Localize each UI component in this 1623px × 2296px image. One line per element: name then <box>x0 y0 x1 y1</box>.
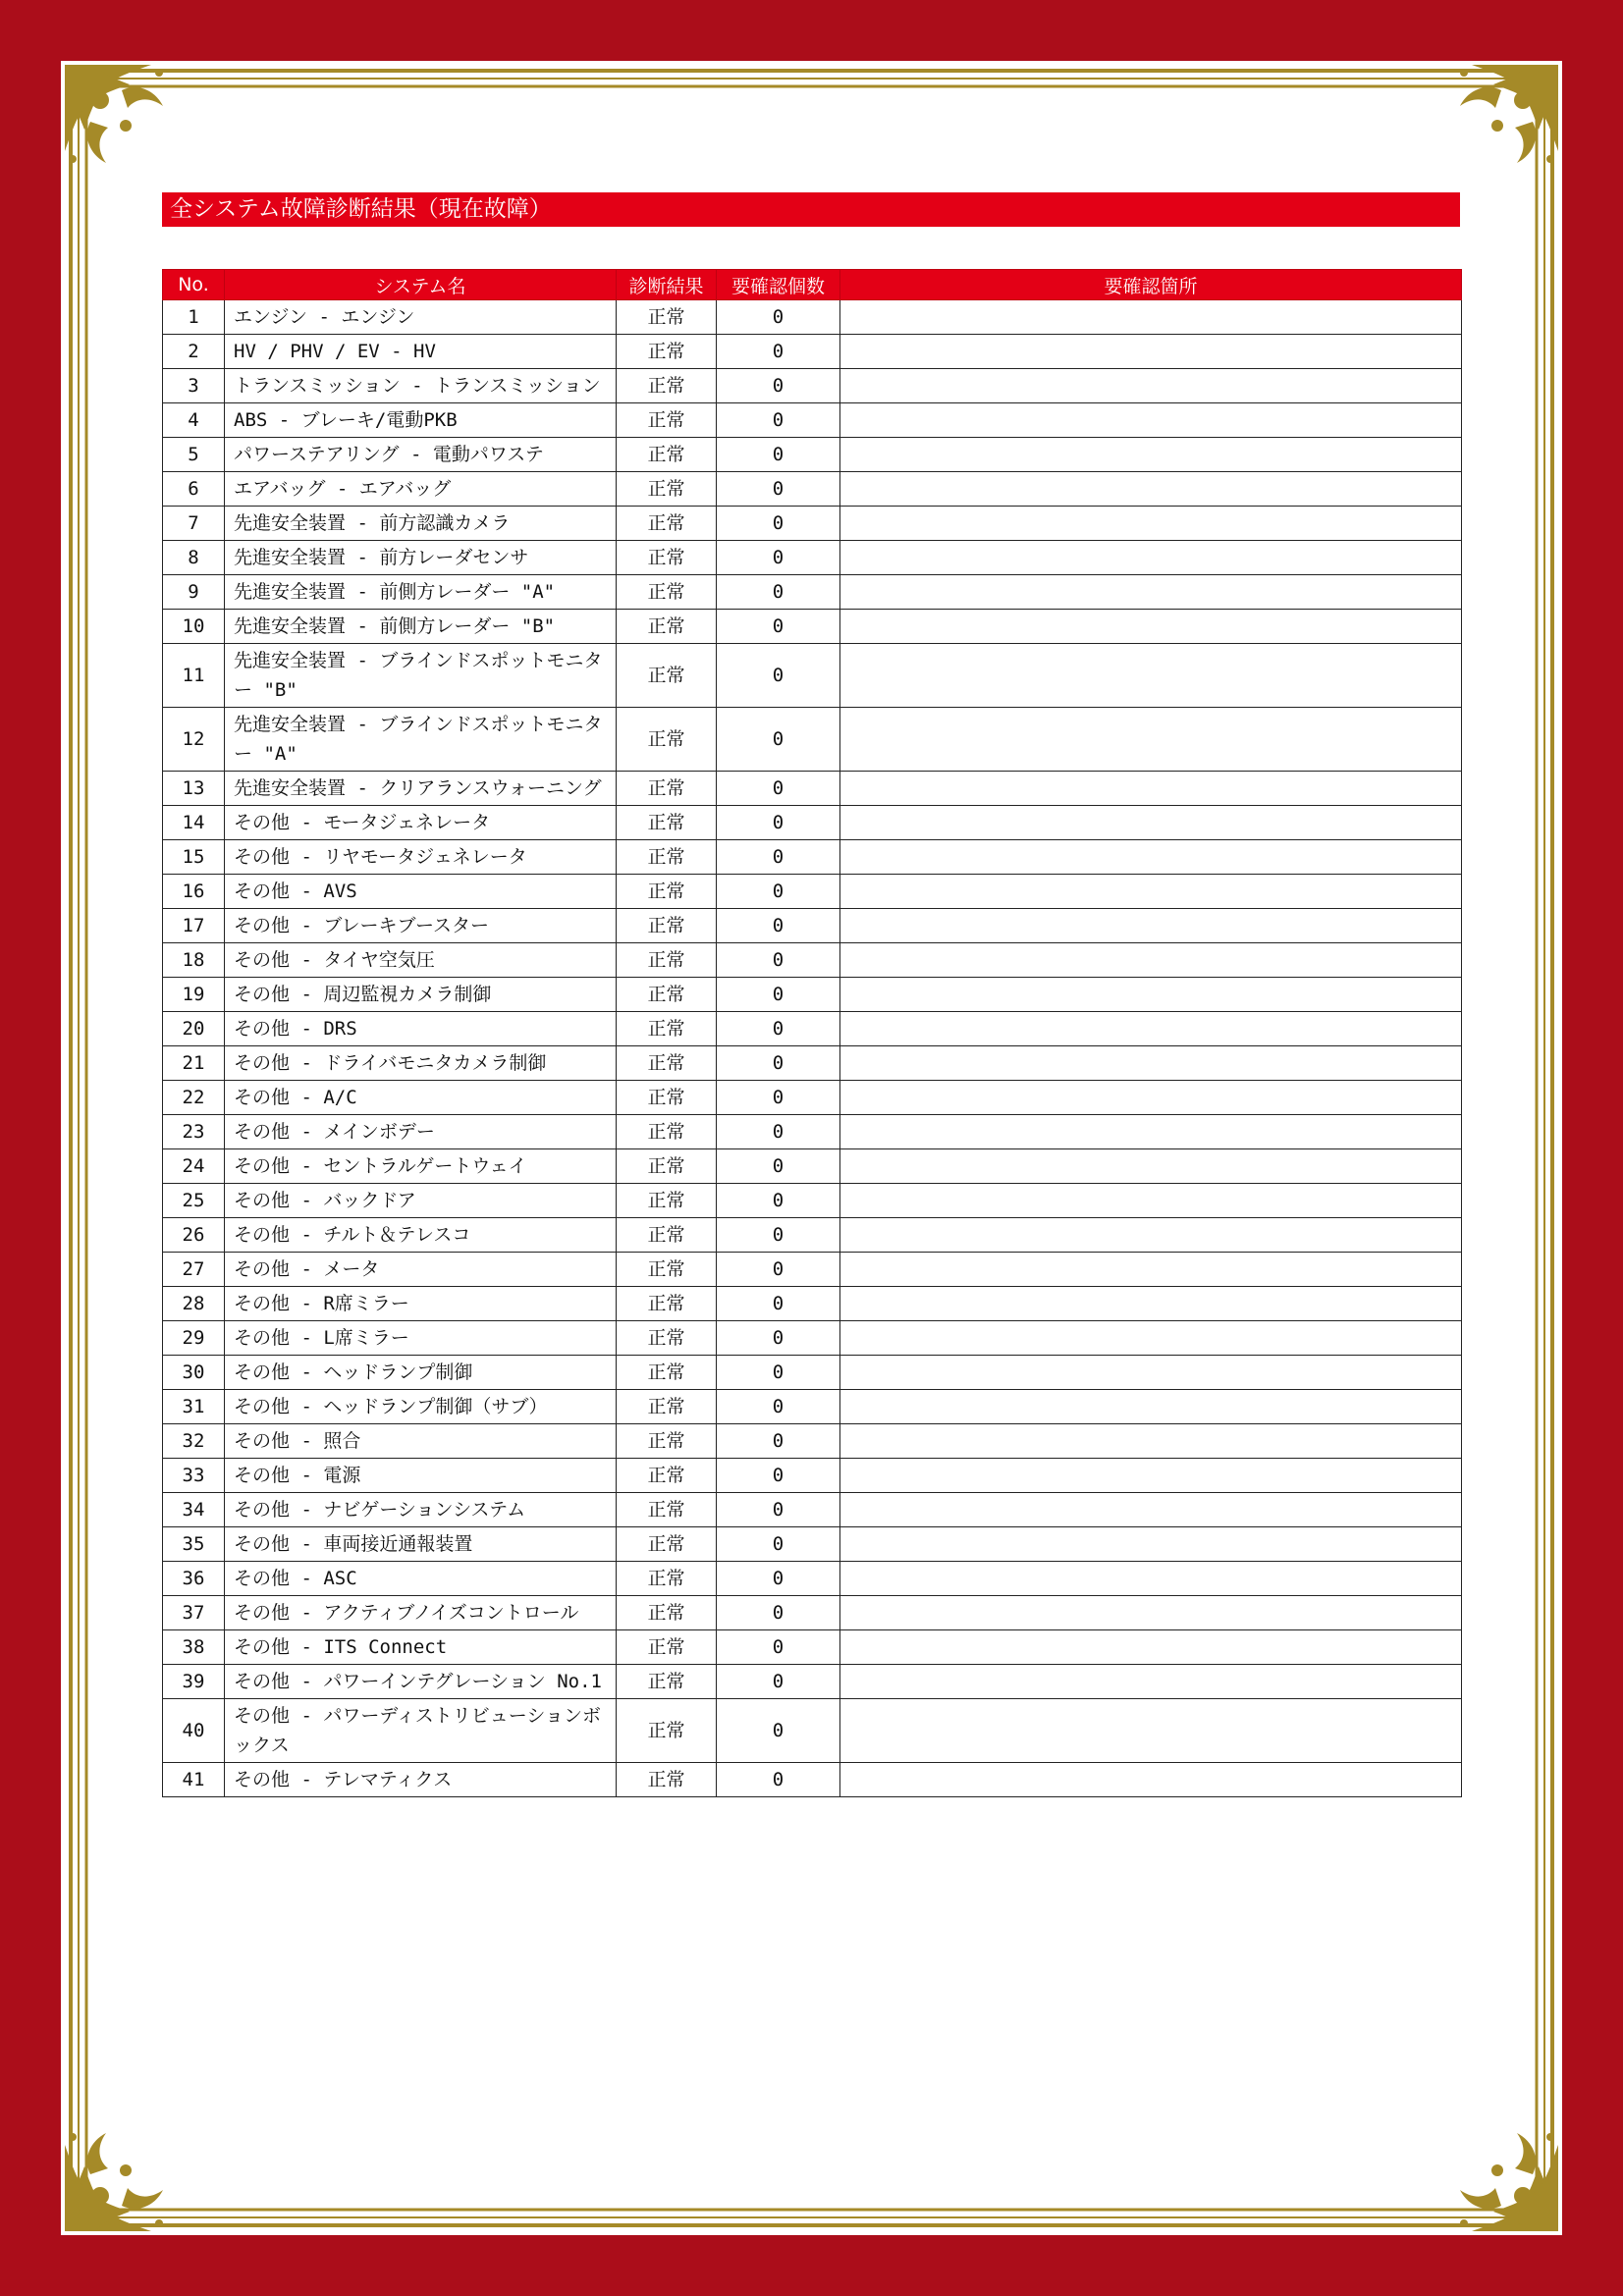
row-count: 0 <box>717 1218 840 1253</box>
row-count: 0 <box>717 1665 840 1699</box>
row-location <box>840 1390 1462 1424</box>
row-count: 0 <box>717 1081 840 1115</box>
diagnosis-table <box>162 269 1462 1797</box>
row-system-name: その他 - ブレーキブースター <box>225 909 617 943</box>
row-count: 0 <box>717 438 840 472</box>
table-row <box>163 507 1462 541</box>
row-result: 正常 <box>617 472 717 507</box>
row-system-name: その他 - パワーインテグレーション No.1 <box>225 1665 617 1699</box>
row-count: 0 <box>717 772 840 806</box>
table-row <box>163 1321 1462 1356</box>
row-location <box>840 1699 1462 1763</box>
row-location <box>840 403 1462 438</box>
row-no: 33 <box>163 1459 225 1493</box>
row-location <box>840 1356 1462 1390</box>
row-no: 38 <box>163 1630 225 1665</box>
row-system-name: その他 - メータ <box>225 1253 617 1287</box>
row-system-name: その他 - バックドア <box>225 1184 617 1218</box>
table-row <box>163 575 1462 610</box>
row-system-name: 先進安全装置 - ブラインドスポットモニター "B" <box>225 644 617 708</box>
row-result: 正常 <box>617 1046 717 1081</box>
row-result: 正常 <box>617 1699 717 1763</box>
row-system-name: 先進安全装置 - 前側方レーダー "A" <box>225 575 617 610</box>
row-location <box>840 541 1462 575</box>
row-count: 0 <box>717 1424 840 1459</box>
row-result: 正常 <box>617 943 717 978</box>
table-row <box>163 1390 1462 1424</box>
row-count: 0 <box>717 1253 840 1287</box>
row-no: 24 <box>163 1149 225 1184</box>
row-system-name: その他 - R席ミラー <box>225 1287 617 1321</box>
row-location <box>840 1527 1462 1562</box>
row-system-name: その他 - モータジェネレータ <box>225 806 617 840</box>
row-result: 正常 <box>617 1115 717 1149</box>
row-count: 0 <box>717 1562 840 1596</box>
row-count: 0 <box>717 1493 840 1527</box>
header-system-name: システム名 <box>225 270 617 300</box>
row-result: 正常 <box>617 1012 717 1046</box>
row-count: 0 <box>717 1115 840 1149</box>
row-result: 正常 <box>617 1287 717 1321</box>
row-no: 13 <box>163 772 225 806</box>
row-no: 28 <box>163 1287 225 1321</box>
row-count: 0 <box>717 1630 840 1665</box>
row-system-name: その他 - メインボデー <box>225 1115 617 1149</box>
row-system-name: エアバッグ - エアバッグ <box>225 472 617 507</box>
row-no: 26 <box>163 1218 225 1253</box>
row-count: 0 <box>717 943 840 978</box>
row-no: 30 <box>163 1356 225 1390</box>
table-row <box>163 610 1462 644</box>
row-no: 12 <box>163 708 225 772</box>
row-result: 正常 <box>617 1253 717 1287</box>
row-no: 18 <box>163 943 225 978</box>
row-result: 正常 <box>617 335 717 369</box>
row-system-name: その他 - AVS <box>225 875 617 909</box>
row-location <box>840 438 1462 472</box>
row-count: 0 <box>717 1763 840 1797</box>
row-result: 正常 <box>617 1390 717 1424</box>
table-row <box>163 1012 1462 1046</box>
row-location <box>840 772 1462 806</box>
row-count: 0 <box>717 403 840 438</box>
row-result: 正常 <box>617 875 717 909</box>
corner-ornament-icon <box>65 65 163 163</box>
table-row <box>163 1081 1462 1115</box>
table-row <box>163 1665 1462 1699</box>
row-result: 正常 <box>617 644 717 708</box>
row-result: 正常 <box>617 575 717 610</box>
row-result: 正常 <box>617 840 717 875</box>
header-location: 要確認箇所 <box>840 270 1462 300</box>
row-location <box>840 507 1462 541</box>
row-system-name: その他 - 照合 <box>225 1424 617 1459</box>
table-row <box>163 1630 1462 1665</box>
header-result: 診断結果 <box>617 270 717 300</box>
table-row <box>163 943 1462 978</box>
row-count: 0 <box>717 875 840 909</box>
row-location <box>840 1630 1462 1665</box>
row-result: 正常 <box>617 806 717 840</box>
report-page <box>61 61 1562 2235</box>
row-system-name: トランスミッション - トランスミッション <box>225 369 617 403</box>
row-system-name: その他 - リヤモータジェネレータ <box>225 840 617 875</box>
row-system-name: その他 - ドライバモニタカメラ制御 <box>225 1046 617 1081</box>
row-location <box>840 1287 1462 1321</box>
row-location <box>840 1459 1462 1493</box>
table-row <box>163 472 1462 507</box>
row-no: 10 <box>163 610 225 644</box>
row-system-name: ABS - ブレーキ/電動PKB <box>225 403 617 438</box>
row-no: 21 <box>163 1046 225 1081</box>
row-location <box>840 1046 1462 1081</box>
row-system-name: その他 - ヘッドランプ制御 <box>225 1356 617 1390</box>
table-row <box>163 1149 1462 1184</box>
row-no: 17 <box>163 909 225 943</box>
row-count: 0 <box>717 806 840 840</box>
row-location <box>840 1218 1462 1253</box>
row-count: 0 <box>717 1356 840 1390</box>
row-count: 0 <box>717 1459 840 1493</box>
row-location <box>840 610 1462 644</box>
row-location <box>840 1012 1462 1046</box>
row-no: 3 <box>163 369 225 403</box>
row-no: 6 <box>163 472 225 507</box>
row-no: 40 <box>163 1699 225 1763</box>
table-row <box>163 300 1462 335</box>
row-system-name: その他 - ヘッドランプ制御（サブ） <box>225 1390 617 1424</box>
table-row <box>163 840 1462 875</box>
row-count: 0 <box>717 1321 840 1356</box>
row-result: 正常 <box>617 772 717 806</box>
row-result: 正常 <box>617 610 717 644</box>
row-system-name: 先進安全装置 - 前方レーダセンサ <box>225 541 617 575</box>
row-result: 正常 <box>617 507 717 541</box>
table-row <box>163 1596 1462 1630</box>
row-no: 16 <box>163 875 225 909</box>
row-location <box>840 875 1462 909</box>
row-location <box>840 1253 1462 1287</box>
row-count: 0 <box>717 507 840 541</box>
row-count: 0 <box>717 1046 840 1081</box>
row-result: 正常 <box>617 1424 717 1459</box>
row-system-name: その他 - セントラルゲートウェイ <box>225 1149 617 1184</box>
row-system-name: 先進安全装置 - ブラインドスポットモニター "A" <box>225 708 617 772</box>
row-no: 41 <box>163 1763 225 1797</box>
row-result: 正常 <box>617 403 717 438</box>
row-count: 0 <box>717 369 840 403</box>
row-no: 7 <box>163 507 225 541</box>
row-location <box>840 1763 1462 1797</box>
row-count: 0 <box>717 472 840 507</box>
row-no: 34 <box>163 1493 225 1527</box>
row-no: 1 <box>163 300 225 335</box>
header-no: No. <box>163 270 225 300</box>
row-result: 正常 <box>617 1459 717 1493</box>
table-row <box>163 1287 1462 1321</box>
row-location <box>840 943 1462 978</box>
row-result: 正常 <box>617 1321 717 1356</box>
row-count: 0 <box>717 1527 840 1562</box>
row-system-name: その他 - チルト＆テレスコ <box>225 1218 617 1253</box>
row-result: 正常 <box>617 1596 717 1630</box>
row-system-name: 先進安全装置 - 前方認識カメラ <box>225 507 617 541</box>
row-count: 0 <box>717 708 840 772</box>
row-no: 32 <box>163 1424 225 1459</box>
table-row <box>163 1424 1462 1459</box>
row-result: 正常 <box>617 369 717 403</box>
row-system-name: その他 - パワーディストリビューションボックス <box>225 1699 617 1763</box>
row-count: 0 <box>717 644 840 708</box>
row-location <box>840 472 1462 507</box>
row-no: 23 <box>163 1115 225 1149</box>
row-count: 0 <box>717 335 840 369</box>
row-count: 0 <box>717 840 840 875</box>
table-row <box>163 1046 1462 1081</box>
table-body <box>163 300 1462 1797</box>
row-location <box>840 1424 1462 1459</box>
row-system-name: その他 - ASC <box>225 1562 617 1596</box>
row-location <box>840 1149 1462 1184</box>
row-count: 0 <box>717 300 840 335</box>
row-count: 0 <box>717 1390 840 1424</box>
row-no: 22 <box>163 1081 225 1115</box>
row-no: 9 <box>163 575 225 610</box>
table-row <box>163 1115 1462 1149</box>
table-row <box>163 978 1462 1012</box>
row-system-name: 先進安全装置 - 前側方レーダー "B" <box>225 610 617 644</box>
table-row <box>163 1699 1462 1763</box>
row-count: 0 <box>717 1287 840 1321</box>
row-system-name: その他 - アクティブノイズコントロール <box>225 1596 617 1630</box>
row-no: 29 <box>163 1321 225 1356</box>
row-location <box>840 708 1462 772</box>
table-header-row <box>163 270 1462 300</box>
row-system-name: HV / PHV / EV - HV <box>225 335 617 369</box>
row-location <box>840 1596 1462 1630</box>
row-count: 0 <box>717 1596 840 1630</box>
row-system-name: その他 - 電源 <box>225 1459 617 1493</box>
row-no: 37 <box>163 1596 225 1630</box>
row-location <box>840 1665 1462 1699</box>
row-system-name: その他 - テレマティクス <box>225 1763 617 1797</box>
table-row <box>163 909 1462 943</box>
row-count: 0 <box>717 1699 840 1763</box>
row-location <box>840 806 1462 840</box>
row-system-name: その他 - タイヤ空気圧 <box>225 943 617 978</box>
section-title: 全システム故障診断結果（現在故障） <box>162 192 1460 227</box>
row-result: 正常 <box>617 1562 717 1596</box>
row-location <box>840 335 1462 369</box>
table-row <box>163 1218 1462 1253</box>
row-count: 0 <box>717 1184 840 1218</box>
row-no: 31 <box>163 1390 225 1424</box>
row-system-name: その他 - ITS Connect <box>225 1630 617 1665</box>
table-row <box>163 1184 1462 1218</box>
row-count: 0 <box>717 541 840 575</box>
row-system-name: エンジン - エンジン <box>225 300 617 335</box>
row-system-name: その他 - A/C <box>225 1081 617 1115</box>
row-no: 19 <box>163 978 225 1012</box>
row-count: 0 <box>717 1149 840 1184</box>
row-result: 正常 <box>617 438 717 472</box>
row-result: 正常 <box>617 1149 717 1184</box>
row-system-name: パワーステアリング - 電動パワステ <box>225 438 617 472</box>
row-location <box>840 369 1462 403</box>
row-system-name: その他 - 車両接近通報装置 <box>225 1527 617 1562</box>
table-row <box>163 1356 1462 1390</box>
row-system-name: その他 - ナビゲーションシステム <box>225 1493 617 1527</box>
row-system-name: その他 - DRS <box>225 1012 617 1046</box>
row-no: 39 <box>163 1665 225 1699</box>
row-system-name: その他 - L席ミラー <box>225 1321 617 1356</box>
row-result: 正常 <box>617 300 717 335</box>
row-no: 2 <box>163 335 225 369</box>
table-row <box>163 1763 1462 1797</box>
row-no: 25 <box>163 1184 225 1218</box>
row-no: 8 <box>163 541 225 575</box>
row-result: 正常 <box>617 1356 717 1390</box>
table-row <box>163 1562 1462 1596</box>
row-location <box>840 1115 1462 1149</box>
row-count: 0 <box>717 575 840 610</box>
table-row <box>163 708 1462 772</box>
table-row <box>163 806 1462 840</box>
table-row <box>163 369 1462 403</box>
row-location <box>840 1562 1462 1596</box>
row-result: 正常 <box>617 1665 717 1699</box>
row-result: 正常 <box>617 1630 717 1665</box>
table-row <box>163 1493 1462 1527</box>
row-system-name: 先進安全装置 - クリアランスウォーニング <box>225 772 617 806</box>
table-row <box>163 403 1462 438</box>
table-row <box>163 644 1462 708</box>
row-result: 正常 <box>617 1493 717 1527</box>
row-result: 正常 <box>617 1218 717 1253</box>
row-location <box>840 1321 1462 1356</box>
row-count: 0 <box>717 909 840 943</box>
row-result: 正常 <box>617 978 717 1012</box>
row-no: 27 <box>163 1253 225 1287</box>
row-no: 35 <box>163 1527 225 1562</box>
row-count: 0 <box>717 1012 840 1046</box>
row-result: 正常 <box>617 1763 717 1797</box>
row-no: 5 <box>163 438 225 472</box>
table-row <box>163 875 1462 909</box>
row-location <box>840 575 1462 610</box>
row-result: 正常 <box>617 1184 717 1218</box>
row-count: 0 <box>717 610 840 644</box>
row-no: 20 <box>163 1012 225 1046</box>
table-row <box>163 1459 1462 1493</box>
row-result: 正常 <box>617 1527 717 1562</box>
row-location <box>840 1493 1462 1527</box>
row-no: 11 <box>163 644 225 708</box>
row-no: 15 <box>163 840 225 875</box>
table-row <box>163 335 1462 369</box>
table-row <box>163 541 1462 575</box>
header-count: 要確認個数 <box>717 270 840 300</box>
table-row <box>163 1253 1462 1287</box>
row-location <box>840 1081 1462 1115</box>
row-location <box>840 1184 1462 1218</box>
row-location <box>840 644 1462 708</box>
row-result: 正常 <box>617 909 717 943</box>
row-location <box>840 300 1462 335</box>
row-no: 4 <box>163 403 225 438</box>
row-location <box>840 909 1462 943</box>
row-no: 14 <box>163 806 225 840</box>
row-location <box>840 978 1462 1012</box>
row-result: 正常 <box>617 1081 717 1115</box>
table-row <box>163 1527 1462 1562</box>
row-result: 正常 <box>617 541 717 575</box>
row-result: 正常 <box>617 708 717 772</box>
table-row <box>163 772 1462 806</box>
row-system-name: その他 - 周辺監視カメラ制御 <box>225 978 617 1012</box>
row-no: 36 <box>163 1562 225 1596</box>
row-location <box>840 840 1462 875</box>
table-row <box>163 438 1462 472</box>
row-count: 0 <box>717 978 840 1012</box>
